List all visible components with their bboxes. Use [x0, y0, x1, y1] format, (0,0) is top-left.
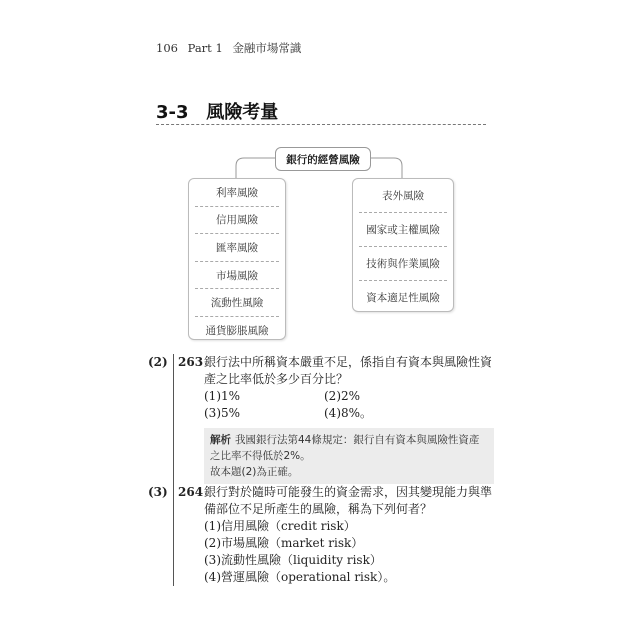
part-label: Part 1 [187, 41, 223, 55]
risk-item: 國家或主權風險 [359, 213, 447, 247]
option: (3)流動性風險（liquidity risk） [204, 553, 382, 567]
explanation-box [204, 428, 494, 484]
question-answer: (2) [148, 355, 168, 369]
question-263 [148, 354, 498, 484]
risk-item: 通貨膨脹風險 [205, 324, 269, 337]
question-options [204, 518, 498, 586]
question-options [204, 388, 498, 422]
risk-item: 資本適足性風險 [366, 292, 440, 304]
question-text: 銀行法中所稱資本嚴重不足，係指自有資本與風險性資產之比率低於多少百分比？ [204, 355, 493, 386]
connector-left [236, 158, 275, 178]
option: (3)5% [204, 406, 241, 420]
question-answer: (3) [148, 485, 168, 499]
option: (4)營運風險（operational risk）。 [204, 570, 396, 584]
question-264 [148, 484, 498, 586]
question-body [204, 354, 498, 484]
section-number: 3-3 [156, 102, 189, 123]
chapter-title: 金融市場常識 [232, 41, 302, 55]
option: (1)1% [204, 389, 241, 403]
risk-item: 市場風險 [195, 262, 279, 290]
question-body [204, 484, 498, 586]
option: (4)8%。 [324, 406, 373, 420]
risk-item: 利率風險 [195, 179, 279, 207]
question-divider [173, 354, 174, 484]
question-number: 263 [178, 355, 204, 369]
question-number: 264 [178, 485, 204, 499]
risk-item: 流動性風險 [195, 289, 279, 317]
diagram-root: 銀行的經營風險 [275, 147, 371, 171]
section-name: 風險考量 [206, 102, 279, 123]
risk-group-right [352, 178, 454, 312]
risk-group-left [188, 178, 286, 340]
explanation-label: 解析 [210, 434, 231, 446]
connector-right [369, 158, 402, 178]
option: (2)市場風險（market risk） [204, 536, 364, 550]
explanation-conclusion: 故本題(2)為正確。 [210, 466, 299, 478]
risk-item: 技術與作業風險 [359, 247, 447, 281]
risk-item: 表外風險 [359, 179, 447, 213]
option: (1)信用風險（credit risk） [204, 519, 356, 533]
risk-item: 信用風險 [195, 207, 279, 235]
question-divider [173, 484, 174, 586]
question-text: 銀行對於隨時可能發生的資金需求，因其變現能力與準備部位不足所產生的風險，稱為下列何者？ [204, 485, 493, 516]
option: (2)2% [324, 389, 361, 403]
page-number: 106 [156, 41, 178, 55]
risk-item: 匯率風險 [195, 234, 279, 262]
explanation-text: 我國銀行法第44條規定：銀行自有資本與風險性資產之比率不得低於2%。 [210, 434, 480, 462]
